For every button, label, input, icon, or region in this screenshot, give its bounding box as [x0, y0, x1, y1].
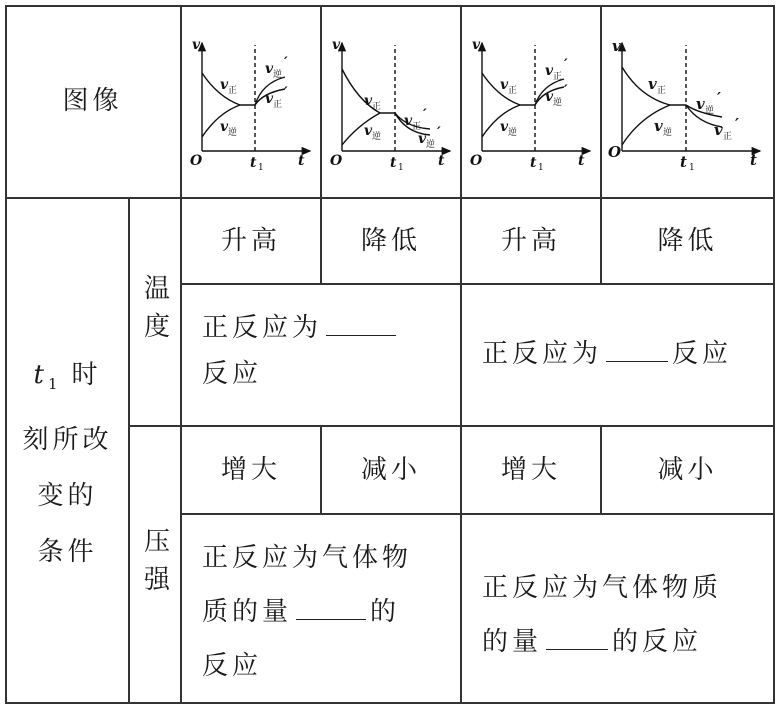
graph-1-origin: O — [190, 153, 203, 169]
temp-left-statement: 正反应为 反应 — [202, 305, 452, 397]
svg-text:正: 正 — [657, 86, 667, 96]
graph-3-axis-t: t — [578, 153, 585, 169]
graph-4-v-ni: v — [654, 117, 663, 135]
answer-blank[interactable] — [606, 339, 668, 362]
svg-text:逆: 逆 — [705, 106, 715, 116]
pressure-option-2: 减小 — [360, 455, 421, 485]
svg-text:正: 正 — [412, 122, 422, 132]
svg-text:正: 正 — [723, 132, 733, 142]
svg-text:1: 1 — [398, 163, 404, 173]
graph-3-t1: t — [530, 155, 537, 171]
pressure-option-4: 减小 — [657, 455, 718, 485]
graph-1-axis-v: v — [192, 37, 201, 53]
svg-text:′: ′ — [423, 107, 427, 123]
condition-label: $t_1$ 时 刻所改 变的 条件 — [22, 360, 113, 568]
svg-text:1: 1 — [258, 163, 264, 173]
graph-3-v-zheng: v — [500, 77, 509, 93]
svg-text:逆: 逆 — [663, 128, 673, 138]
graph-1-v-ni: v — [220, 119, 229, 135]
graph-4-t1: t — [680, 153, 687, 171]
graph-3-v-zheng-prime: v — [545, 63, 554, 79]
graph-1-v-zheng: v — [220, 77, 229, 93]
answer-blank[interactable] — [296, 597, 366, 620]
pressure-right-statement: 正反应为气体物质 的量 的反应 — [482, 573, 723, 657]
temp-right-statement: 正反应为 反应 — [482, 339, 733, 369]
svg-text:正: 正 — [508, 86, 518, 96]
svg-text:1: 1 — [538, 163, 544, 173]
vt-graphs — [180, 5, 775, 197]
graph-4-axis-v: v — [612, 37, 621, 55]
graph-3-v-ni: v — [500, 119, 509, 135]
graph-3 — [482, 43, 590, 151]
graph-2 — [342, 43, 450, 151]
svg-text:′: ′ — [564, 83, 568, 99]
svg-text:逆: 逆 — [553, 98, 563, 108]
graph-4-v-ni-prime: v — [696, 95, 705, 113]
graph-2-v-zheng-prime: v — [404, 113, 413, 129]
graph-4-v-zheng-prime: v — [714, 121, 723, 139]
graph-2-axis-v: v — [332, 37, 341, 53]
graph-2-t1: t — [390, 155, 397, 171]
temp-option-3: 升高 — [500, 226, 561, 256]
svg-text:′: ′ — [735, 115, 739, 133]
svg-text:正: 正 — [553, 72, 563, 82]
graph-3-axis-v: v — [472, 37, 481, 53]
answer-blank[interactable] — [546, 627, 608, 650]
graph-1-v-zheng-prime: v — [265, 91, 274, 107]
graph-2-origin: O — [330, 153, 343, 169]
graph-3-origin: O — [470, 153, 483, 169]
graph-1-axis-t: t — [298, 153, 305, 169]
svg-text:逆: 逆 — [426, 140, 436, 150]
graph-2-v-ni: v — [364, 123, 373, 139]
image-header-label: 图像 — [62, 86, 123, 116]
svg-text:正: 正 — [273, 100, 283, 110]
svg-text:′: ′ — [564, 57, 568, 73]
graph-1-v-ni-prime: v — [265, 61, 274, 77]
graph-3-v-ni-prime: v — [545, 89, 554, 105]
svg-text:逆: 逆 — [228, 128, 238, 138]
svg-text:逆: 逆 — [273, 70, 283, 80]
pressure-option-3: 增大 — [500, 455, 561, 485]
svg-text:′: ′ — [717, 89, 721, 107]
svg-text:逆: 逆 — [372, 132, 382, 142]
temperature-label: 温度 — [139, 274, 170, 350]
svg-text:正: 正 — [228, 86, 238, 96]
graph-2-v-ni-prime: v — [418, 131, 427, 147]
graph-2-v-zheng: v — [364, 93, 373, 109]
graph-4-origin: O — [608, 143, 622, 161]
answer-blank[interactable] — [326, 313, 396, 336]
graph-4 — [622, 43, 760, 151]
temp-option-1: 升高 — [220, 226, 281, 256]
temp-option-4: 降低 — [657, 226, 718, 256]
graph-2-labels — [330, 37, 445, 173]
svg-text:正: 正 — [372, 102, 382, 112]
pressure-option-1: 增大 — [220, 455, 281, 485]
svg-text:逆: 逆 — [508, 128, 518, 138]
svg-text:′: ′ — [437, 125, 441, 141]
graph-1 — [202, 43, 310, 151]
svg-text:′: ′ — [284, 85, 288, 101]
svg-text:1: 1 — [689, 163, 695, 173]
graph-1-t1: t — [250, 155, 257, 171]
graph-4-v-zheng: v — [648, 75, 657, 93]
svg-text:′: ′ — [284, 55, 288, 71]
pressure-left-statement: 正反应为气体物 质的量 的 反应 — [202, 543, 413, 681]
image-header — [5, 5, 180, 197]
temp-option-2: 降低 — [360, 226, 421, 256]
pressure-label: 压强 — [139, 526, 170, 603]
graph-4-axis-t: t — [750, 151, 757, 169]
condition-table — [5, 5, 775, 704]
graph-2-axis-t: t — [438, 153, 445, 169]
